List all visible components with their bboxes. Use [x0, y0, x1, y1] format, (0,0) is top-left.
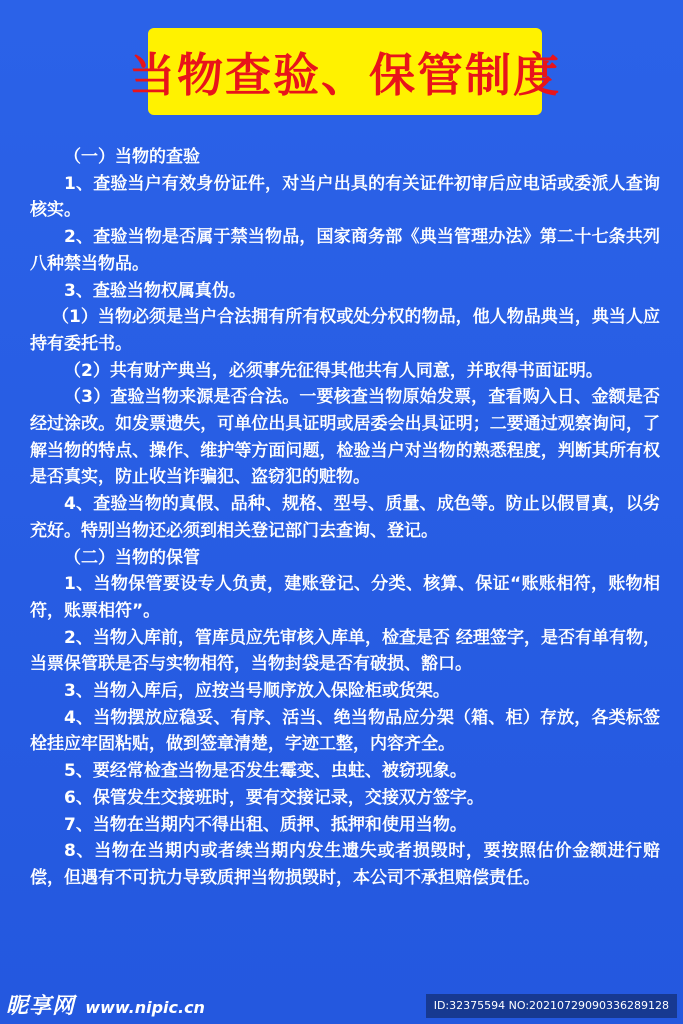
watermark-logo-text: 昵享网 [6, 994, 76, 1019]
paragraph: 5、要经常检查当物是否发生霉变、虫蛀、被窃现象。 [64, 761, 467, 782]
section-heading-storage: （二）当物的保管 [64, 547, 200, 568]
section-heading-inspection: （一）当物的查验 [64, 147, 200, 167]
watermark-logo [6, 989, 205, 1020]
page-title: 当物查验、保管制度 [129, 47, 561, 102]
paragraph: 1、当物保管要设专人负责，建账登记、分类、核算、保证“账账相符，账物相符，账票相符”。 [30, 574, 660, 621]
title-banner [129, 28, 561, 115]
watermark-id: ID:32375594 NO:20210729090336289128 [426, 994, 677, 1018]
paragraph: （3）查验当物来源是否合法。一要核查当物原始发票，查看购入日、金额是否经过涂改。如发票遗失，可单位出具证明或居委会出具证明；二要通过观察询问，了解当物的特点、操作、维护等方面问题，检验当户对当物的熟悉程度，判断其所有权是否真实，防止收当诈骗犯、盗窃犯的赃物。 [30, 387, 660, 488]
paragraph: 4、查验当物的真假、品种、规格、型号、质量、成色等。防止以假冒真，以劣充好。特别当物还必须到相关登记部门去查询、登记。 [30, 494, 660, 541]
paragraph: 3、当物入库后，应按当号顺序放入保险柜或货架。 [64, 681, 450, 702]
paragraph: 8、当物在当期内或者续当期内发生遗失或者损毁时，要按照估价金额进行赔偿，但遇有不可抗力导致质押当物损毁时，本公司不承担赔偿责任。 [30, 841, 660, 888]
paragraph: 6、保管发生交接班时，要有交接记录，交接双方签字。 [64, 787, 484, 808]
paragraph: 2、查验当物是否属于禁当物品，国家商务部《典当管理办法》第二十七条共列八种禁当物品。 [30, 227, 660, 274]
paragraph: 3、查验当物权属真伪。 [64, 280, 246, 301]
paragraph: 4、当物摆放应稳妥、有序、活当、绝当物品应分架（箱、柜）存放，各类标签栓挂应牢固粘贴，做到签章清楚，字迹工整，内容齐全。 [30, 707, 660, 755]
paragraph: 7、当物在当期内不得出租、质押、抵押和使用当物。 [64, 814, 467, 835]
paragraph: 1、查验当户有效身份证件，对当户出具的有关证件初审后应电话或委派人查询核实。 [30, 173, 660, 221]
watermark-url: www.nipic.cn [85, 998, 205, 1017]
paragraph: （2）共有财产典当，必须事先征得其他共有人同意，并取得书面证明。 [64, 360, 603, 381]
paragraph: （1）当物必须是当户合法拥有所有权或处分权的物品，他人物品典当，典当人应持有委托书。 [30, 307, 660, 354]
regulation-body [30, 144, 660, 892]
paragraph: 2、当物入库前，管库员应先审核入库单，检查是否 经理签字，是否有单有物，当票保管联是否与实物相符，当物封袋是否有破损、豁口。 [30, 627, 660, 675]
